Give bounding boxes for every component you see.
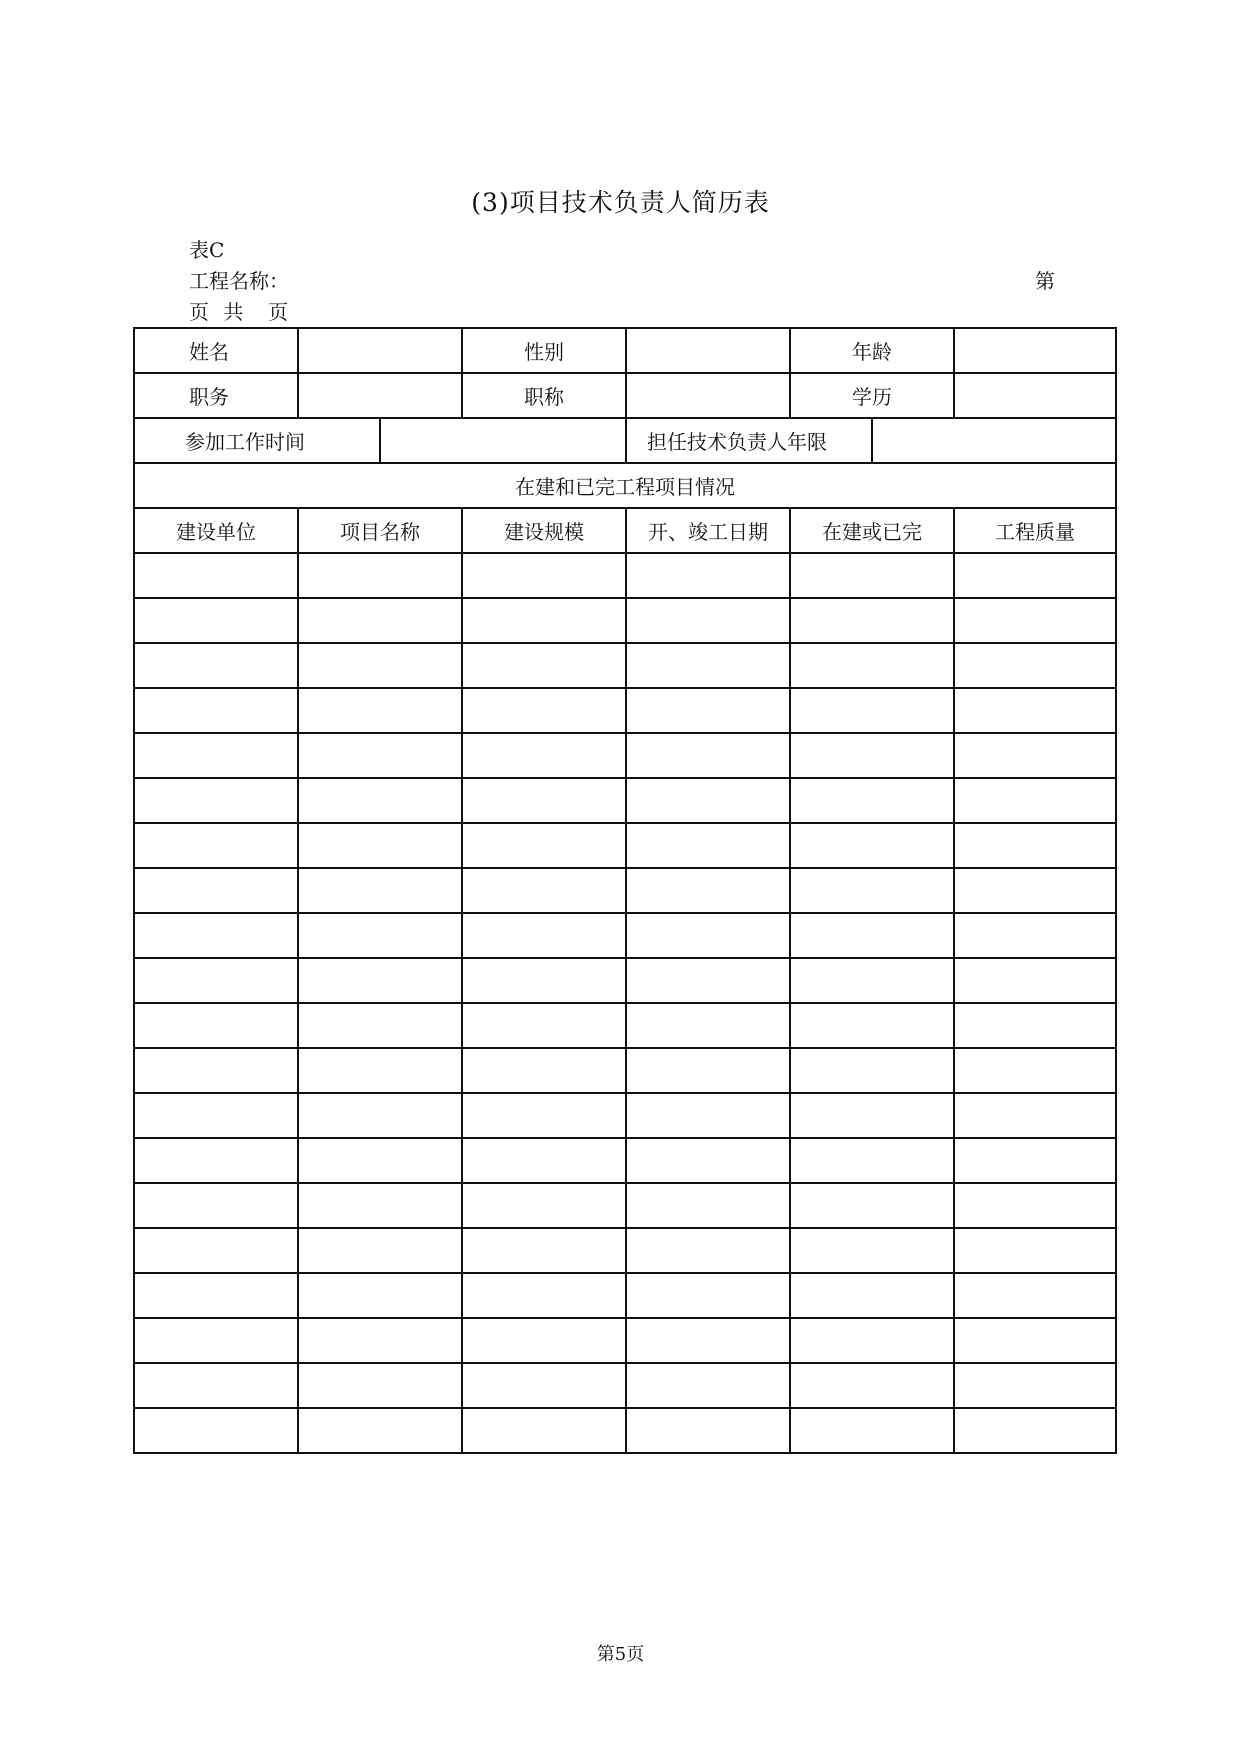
dates-cell[interactable]	[626, 598, 790, 643]
status-cell[interactable]	[790, 1228, 954, 1273]
scale-cell[interactable]	[462, 553, 626, 598]
dates-cell[interactable]	[626, 1273, 790, 1318]
info-row-2	[134, 373, 1116, 418]
quality-cell[interactable]	[954, 913, 1116, 958]
builder-cell[interactable]	[134, 778, 298, 823]
builder-cell[interactable]	[134, 823, 298, 868]
quality-cell[interactable]	[954, 1003, 1116, 1048]
project-name-cell[interactable]	[298, 913, 462, 958]
projects-section-title: 在建和已完工程项目情况	[134, 463, 1116, 508]
dates-cell[interactable]	[626, 643, 790, 688]
scale-cell[interactable]	[462, 688, 626, 733]
scale-cell[interactable]	[462, 913, 626, 958]
quality-cell[interactable]	[954, 643, 1116, 688]
projects-header-row	[134, 508, 1116, 553]
scale-cell[interactable]	[462, 1318, 626, 1363]
status-cell[interactable]	[790, 778, 954, 823]
builder-cell[interactable]	[134, 553, 298, 598]
scale-cell[interactable]	[462, 1228, 626, 1273]
status-cell[interactable]	[790, 1138, 954, 1183]
status-cell[interactable]	[790, 1003, 954, 1048]
table-row	[134, 868, 1116, 913]
section-title-row	[134, 463, 1116, 508]
dates-cell[interactable]	[626, 1048, 790, 1093]
project-name-cell[interactable]	[298, 643, 462, 688]
status-cell[interactable]	[790, 598, 954, 643]
gender-field[interactable]	[626, 328, 790, 373]
scale-cell[interactable]	[462, 1273, 626, 1318]
tech-lead-years-field[interactable]	[872, 418, 1116, 463]
builder-cell[interactable]	[134, 1048, 298, 1093]
quality-cell[interactable]	[954, 1048, 1116, 1093]
quality-cell[interactable]	[954, 1273, 1116, 1318]
scale-cell[interactable]	[462, 1048, 626, 1093]
scale-cell[interactable]	[462, 1093, 626, 1138]
table-row	[134, 913, 1116, 958]
project-name-cell[interactable]	[298, 688, 462, 733]
page-suffix: 页 共 页	[189, 300, 293, 324]
col-header-project-name: 项目名称	[298, 508, 462, 553]
name-field[interactable]	[298, 328, 462, 373]
name-label: 姓名	[134, 328, 298, 373]
work-start-field[interactable]	[380, 418, 626, 463]
table-row	[134, 1273, 1116, 1318]
col-header-dates: 开、竣工日期	[626, 508, 790, 553]
dates-cell[interactable]	[626, 1318, 790, 1363]
status-cell[interactable]	[790, 1183, 954, 1228]
scale-cell[interactable]	[462, 958, 626, 1003]
dates-cell[interactable]	[626, 733, 790, 778]
project-name-cell[interactable]	[298, 733, 462, 778]
dates-cell[interactable]	[626, 1093, 790, 1138]
status-cell[interactable]	[790, 1318, 954, 1363]
col-header-quality: 工程质量	[954, 508, 1116, 553]
table-row	[134, 1363, 1116, 1408]
project-name-cell[interactable]	[298, 598, 462, 643]
project-name-cell[interactable]	[298, 1273, 462, 1318]
age-label: 年龄	[790, 328, 954, 373]
table-row	[134, 688, 1116, 733]
table-row	[134, 1003, 1116, 1048]
status-cell[interactable]	[790, 733, 954, 778]
dates-cell[interactable]	[626, 1228, 790, 1273]
table-row	[134, 958, 1116, 1003]
work-start-label: 参加工作时间	[134, 418, 380, 463]
scale-cell[interactable]	[462, 643, 626, 688]
job-title-field[interactable]	[626, 373, 790, 418]
status-cell[interactable]	[790, 1048, 954, 1093]
scale-cell[interactable]	[462, 598, 626, 643]
quality-cell[interactable]	[954, 688, 1116, 733]
builder-cell[interactable]	[134, 598, 298, 643]
table-code: 表C	[189, 238, 225, 262]
builder-cell[interactable]	[134, 688, 298, 733]
builder-cell[interactable]	[134, 1228, 298, 1273]
table-row	[134, 1228, 1116, 1273]
project-name-cell[interactable]	[298, 1408, 462, 1453]
status-cell[interactable]	[790, 868, 954, 913]
dates-cell[interactable]	[626, 1138, 790, 1183]
table-row	[134, 1048, 1116, 1093]
dates-cell[interactable]	[626, 1183, 790, 1228]
dates-cell[interactable]	[626, 1408, 790, 1453]
quality-cell[interactable]	[954, 778, 1116, 823]
position-label: 职务	[134, 373, 298, 418]
quality-cell[interactable]	[954, 1093, 1116, 1138]
quality-cell[interactable]	[954, 553, 1116, 598]
education-label: 学历	[790, 373, 954, 418]
quality-cell[interactable]	[954, 1408, 1116, 1453]
project-name-cell[interactable]	[298, 823, 462, 868]
status-cell[interactable]	[790, 688, 954, 733]
status-cell[interactable]	[790, 553, 954, 598]
scale-cell[interactable]	[462, 868, 626, 913]
quality-cell[interactable]	[954, 1318, 1116, 1363]
project-name-cell[interactable]	[298, 1318, 462, 1363]
page-prefix: 第	[1035, 269, 1055, 293]
table-row	[134, 733, 1116, 778]
quality-cell[interactable]	[954, 598, 1116, 643]
info-row-3	[134, 418, 1116, 463]
builder-cell[interactable]	[134, 643, 298, 688]
project-name-cell[interactable]	[298, 1363, 462, 1408]
scale-cell[interactable]	[462, 1408, 626, 1453]
status-cell[interactable]	[790, 823, 954, 868]
quality-cell[interactable]	[954, 1183, 1116, 1228]
scale-cell[interactable]	[462, 778, 626, 823]
dates-cell[interactable]	[626, 553, 790, 598]
position-field[interactable]	[298, 373, 462, 418]
quality-cell[interactable]	[954, 1363, 1116, 1408]
scale-cell[interactable]	[462, 1003, 626, 1048]
project-name-cell[interactable]	[298, 868, 462, 913]
builder-cell[interactable]	[134, 1093, 298, 1138]
status-cell[interactable]	[790, 913, 954, 958]
scale-cell[interactable]	[462, 1138, 626, 1183]
page-number: 第5页	[596, 1644, 645, 1665]
quality-cell[interactable]	[954, 1228, 1116, 1273]
table-row	[134, 1408, 1116, 1453]
dates-cell[interactable]	[626, 778, 790, 823]
table-row	[134, 1138, 1116, 1183]
scale-cell[interactable]	[462, 733, 626, 778]
builder-cell[interactable]	[134, 1003, 298, 1048]
builder-cell[interactable]	[134, 868, 298, 913]
gender-label: 性别	[462, 328, 626, 373]
table-row	[134, 598, 1116, 643]
builder-cell[interactable]	[134, 1363, 298, 1408]
info-row-1	[134, 328, 1116, 373]
quality-cell[interactable]	[954, 868, 1116, 913]
project-name-cell[interactable]	[298, 1228, 462, 1273]
builder-cell[interactable]	[134, 1318, 298, 1363]
builder-cell[interactable]	[134, 1138, 298, 1183]
dates-cell[interactable]	[626, 1363, 790, 1408]
project-name-cell[interactable]	[298, 1003, 462, 1048]
project-name-cell[interactable]	[298, 778, 462, 823]
project-name-cell[interactable]	[298, 958, 462, 1003]
table-row	[134, 778, 1116, 823]
dates-cell[interactable]	[626, 913, 790, 958]
dates-cell[interactable]	[626, 823, 790, 868]
col-header-scale: 建设规模	[462, 508, 626, 553]
table-row	[134, 643, 1116, 688]
project-name-label: 工程名称：	[189, 269, 289, 293]
dates-cell[interactable]	[626, 868, 790, 913]
col-header-builder: 建设单位	[134, 508, 298, 553]
page-title: (3)项目技术负责人简历表	[471, 188, 770, 217]
status-cell[interactable]	[790, 1273, 954, 1318]
dates-cell[interactable]	[626, 688, 790, 733]
builder-cell[interactable]	[134, 733, 298, 778]
quality-cell[interactable]	[954, 1138, 1116, 1183]
job-title-label: 职称	[462, 373, 626, 418]
table-row	[134, 553, 1116, 598]
table-row	[134, 823, 1116, 868]
status-cell[interactable]	[790, 643, 954, 688]
table-row	[134, 1318, 1116, 1363]
builder-cell[interactable]	[134, 913, 298, 958]
project-name-cell[interactable]	[298, 1138, 462, 1183]
project-name-cell[interactable]	[298, 1183, 462, 1228]
scale-cell[interactable]	[462, 1183, 626, 1228]
scale-cell[interactable]	[462, 823, 626, 868]
scale-cell[interactable]	[462, 1363, 626, 1408]
status-cell[interactable]	[790, 1408, 954, 1453]
table-row	[134, 1183, 1116, 1228]
builder-cell[interactable]	[134, 1183, 298, 1228]
age-field[interactable]	[954, 328, 1116, 373]
project-name-cell[interactable]	[298, 553, 462, 598]
quality-cell[interactable]	[954, 823, 1116, 868]
project-name-cell[interactable]	[298, 1048, 462, 1093]
tech-lead-years-label: 担任技术负责人年限	[626, 418, 872, 463]
builder-cell[interactable]	[134, 1408, 298, 1453]
status-cell[interactable]	[790, 1363, 954, 1408]
status-cell[interactable]	[790, 958, 954, 1003]
project-rows	[134, 553, 1116, 1453]
col-header-status: 在建或已完	[790, 508, 954, 553]
project-name-cell[interactable]	[298, 1093, 462, 1138]
builder-cell[interactable]	[134, 1273, 298, 1318]
education-field[interactable]	[954, 373, 1116, 418]
status-cell[interactable]	[790, 1093, 954, 1138]
dates-cell[interactable]	[626, 1003, 790, 1048]
quality-cell[interactable]	[954, 958, 1116, 1003]
table-row	[134, 1093, 1116, 1138]
resume-table	[133, 327, 1117, 1454]
builder-cell[interactable]	[134, 958, 298, 1003]
dates-cell[interactable]	[626, 958, 790, 1003]
quality-cell[interactable]	[954, 733, 1116, 778]
